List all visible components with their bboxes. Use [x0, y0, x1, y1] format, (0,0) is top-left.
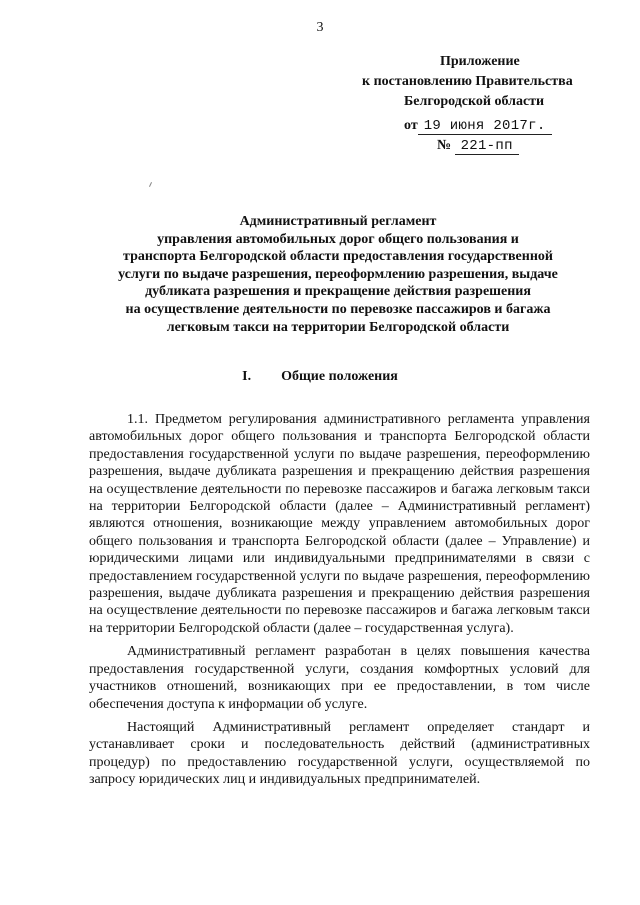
number-prefix: №	[437, 138, 452, 153]
section-number: I.	[242, 369, 252, 384]
appendix-resolution-line: к постановлению Правительства	[362, 74, 573, 89]
paragraph-scope: Настоящий Административный регламент определяет стандарт и устанавливает сроки и последовательность действий (административных процедур) по предоставлению государственной услуги, осуществляемой по запросу юридических лиц и индивидуальных предпринимателей.	[89, 719, 590, 788]
document-title	[88, 213, 588, 336]
appendix-date-line	[360, 116, 610, 136]
date-prefix: от	[404, 118, 418, 133]
appendix-region-line: Белгородской области	[404, 94, 545, 109]
appendix-block	[360, 52, 610, 156]
title-line: Административный регламент	[239, 214, 437, 229]
stray-pen-mark	[149, 182, 152, 187]
title-line: транспорта Белгородской области предоставления государственной	[123, 249, 553, 265]
section-title: Общие положения	[281, 369, 398, 384]
appendix-number-line	[360, 136, 610, 156]
title-line: дубликата разрешения и прекращение действия разрешения	[145, 284, 531, 300]
page-number: 3	[316, 20, 324, 35]
title-line: на осуществление деятельности по перевозке пассажиров и багажа	[125, 301, 551, 317]
appendix-heading: Приложение	[440, 54, 520, 69]
body-text	[89, 411, 590, 795]
paragraph-purpose: Административный регламент разработан в целях повышения качества предоставления государственной услуги, создания комфортных условий для участников отношений, возникающих при ее предоставлении, в том числе обеспечения доступа к информации об услуге.	[89, 644, 590, 712]
paragraph-subject: 1.1. Предметом регулирования административного регламента управления автомобильных дорог общего пользования и транспорта Белгородской области предоставления государственной услуги по выдаче разрешения, переоформлению разрешения, выдаче дубликата разрешения и прекращению действия разрешения на осуществление деятельности по перевозке пассажиров и багажа легковым такси на территории Белгородской области (далее – Административный регламент) являются отношения, возникающие между управлением автомобильных дорог общего пользования и транспорта Белгородской области (далее – Управление) и юридическими лицами или индивидуальными предпринимателями в связи с предоставлением государственной услуги по выдаче разрешения, переоформлению разрешения, выдаче дубликата разрешения и прекращению действия разрешения на осуществление деятельности по перевозке пассажиров и багажа легковым такси на территории Белгородской области (далее – государственная услуга).	[89, 412, 590, 636]
section-heading	[0, 369, 640, 385]
title-line: легковым такси на территории Белгородской области	[166, 319, 510, 335]
handwritten-date: 19 июня 2017г.	[418, 118, 552, 135]
title-line: управления автомобильных дорог общего пользования и	[157, 231, 519, 247]
handwritten-number: 221-пп	[455, 138, 519, 155]
title-line: услуги по выдаче разрешения, переоформлению разрешения, выдаче	[118, 266, 558, 282]
